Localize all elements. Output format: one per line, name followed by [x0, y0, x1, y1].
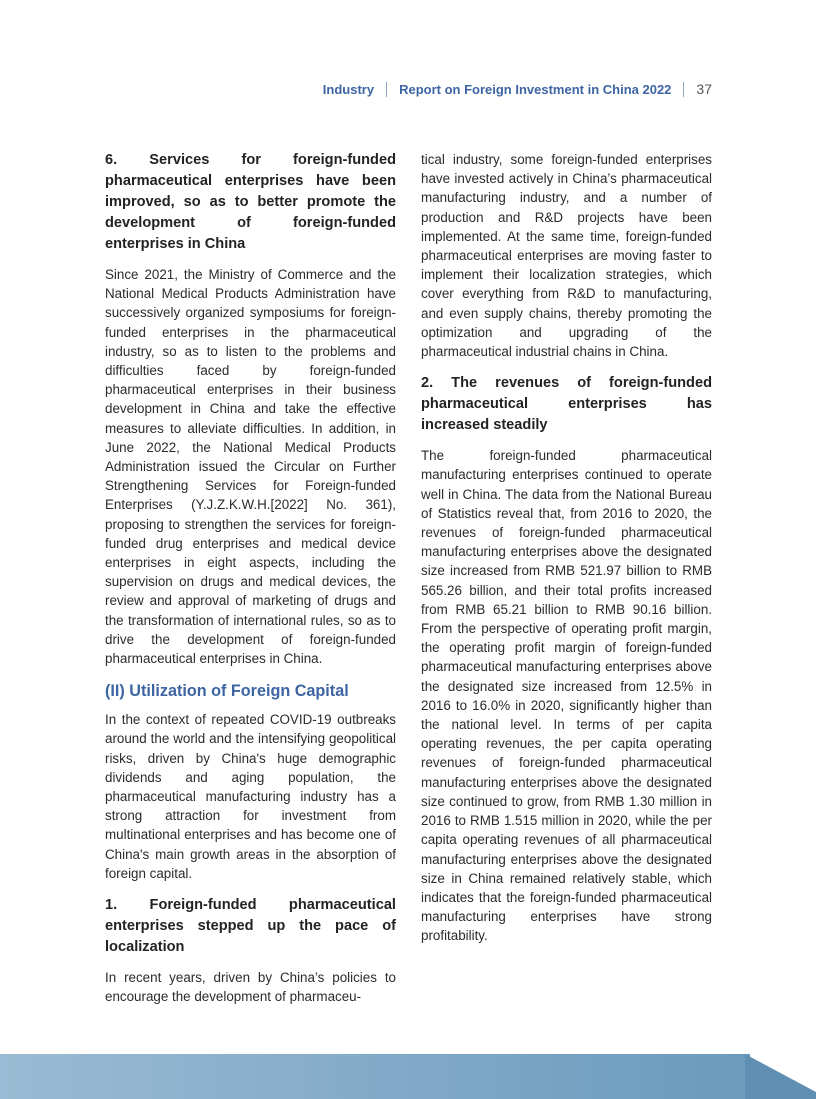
subheading-6: 6. Services for foreign-funded pharmaceutical enterprises have been improved, so as to better promote the development of foreign-funded enterprises in China	[105, 152, 396, 252]
subheading-2: 2. The revenues of foreign-funded pharmaceutical enterprises has increased steadily	[421, 375, 712, 434]
footer-band-body	[0, 1054, 750, 1099]
subheading-1: 1. Foreign-funded pharmaceutical enterprises stepped up the pace of localization	[105, 897, 396, 956]
footer-band-tip	[745, 1054, 816, 1099]
left-column	[105, 150, 396, 1019]
paragraph: tical industry, some foreign-funded enterprises have invested actively in China’s pharmaceutical manufacturing industry, and a number of production and R&D projects have been implemented. At the same time, foreign-funded pharmaceutical enterprises are moving faster to implement their localization strategies, which cover everything from R&D to manufacturing, and even supply chains, thereby promoting the optimization and upgrading of the pharmaceutical industrial chains in China.	[421, 152, 712, 360]
header-divider	[683, 82, 684, 97]
right-column	[421, 150, 712, 958]
paragraph: In the context of repeated COVID-19 outbreaks around the world and the intensifying geopolitical risks, driven by China's huge demographic dividends and aging population, the pharmaceutical manufacturing industry has a strong attraction for investment from multinational enterprises and has become one of China's main growth areas in the absorption of foreign capital.	[105, 712, 396, 881]
paragraph: In recent years, driven by China’s policies to encourage the development of pharmaceu-	[105, 970, 396, 1005]
page-number: 37	[696, 81, 712, 97]
paragraph: The foreign-funded pharmaceutical manufacturing enterprises continued to operate well in China. The data from the National Bureau of Statistics reveal that, from 2016 to 2020, the revenues of foreign-funded pharmaceutical manufacturing enterprises above the designated size increased from RMB 521.97 billion to RMB 565.26 billion, and their total profits increased from RMB 65.21 billion to RMB 90.16 billion. From the perspective of operating profit margin, the operating profit margin of foreign-funded pharmaceutical manufacturing enterprises above the designated size increased from 12.5% in 2016 to 16.0% in 2020, significantly higher than the national level. In terms of per capita operating revenues, the per capita operating revenues of foreign-funded pharmaceutical manufacturing enterprises above the designated size continued to grow, from RMB 1.30 million in 2016 to RMB 1.515 million in 2020, while the per capita operating revenues of all pharmaceutical manufacturing enterprises above the designated size in China remained relatively stable, which indicates that the foreign-funded pharmaceutical manufacturing enterprises have strong profitability.	[421, 448, 712, 944]
running-header	[323, 79, 712, 99]
paragraph: Since 2021, the Ministry of Commerce and the National Medical Products Administration have successively organized symposiums for foreign-funded enterprises in the pharmaceutical industry, so as to listen to the problems and difficulties faced by foreign-funded pharmaceutical enterprises in their business development in China and take the effective measures to alleviate difficulties. In addition, in June 2022, the National Medical Products Administration issued the Circular on Further Strengthening Services for Foreign-funded Enterprises (Y.J.Z.K.W.H.[2022] No. 361), proposing to strengthen the services for foreign-funded drug enterprises and medical device enterprises in eight aspects, including the supervision on drugs and medical devices, the review and approval of marketing of drugs and the transformation of international rules, so as to drive the development of foreign-funded pharmaceutical enterprises in China.	[105, 267, 396, 667]
section-heading: (II) Utilization of Foreign Capital	[105, 682, 349, 701]
header-section-label: Industry	[322, 81, 375, 97]
header-divider	[386, 82, 387, 97]
footer-band	[0, 1054, 816, 1099]
header-report-title: Report on Foreign Investment in China 2022	[399, 81, 672, 97]
